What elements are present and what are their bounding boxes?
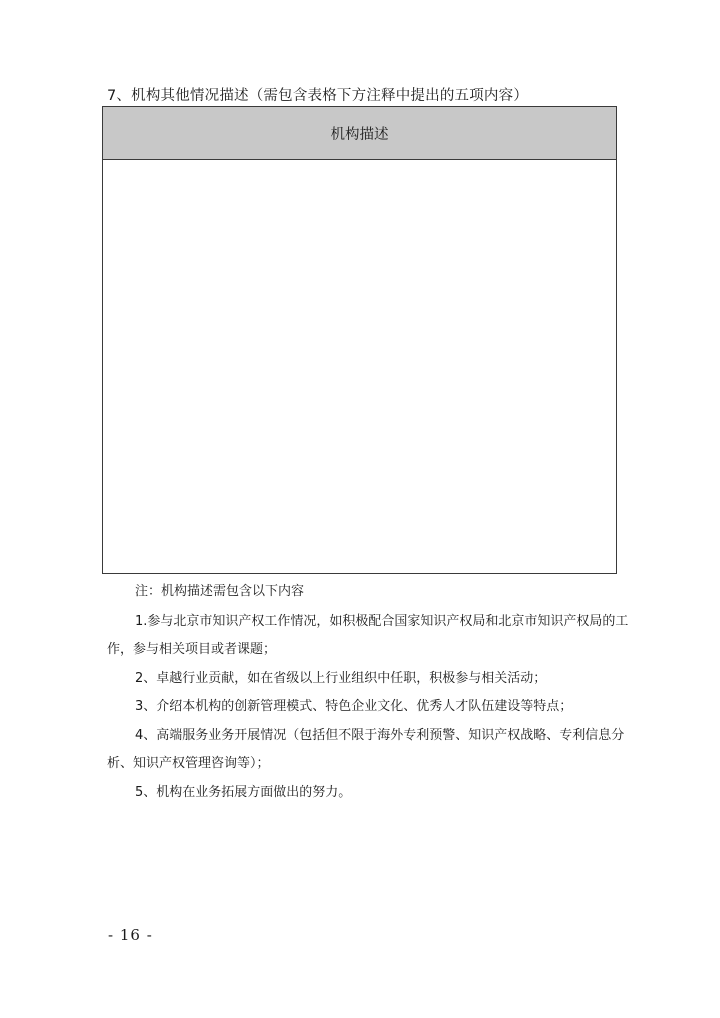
notes-title: 注：机构描述需包含以下内容 — [135, 584, 305, 599]
note-item-5: 5、机构在业务拓展方面做出的努力。 — [135, 785, 352, 800]
table-header: 机构描述 — [103, 107, 616, 160]
description-content-cell[interactable] — [103, 160, 616, 573]
section-heading: 7、机构其他情况描述（需包含表格下方注释中提出的五项内容） — [107, 88, 529, 104]
note-item-4-line-1: 4、高端服务业务开展情况（包括但不限于海外专利预警、知识产权战略、专利信息分 — [135, 728, 625, 743]
note-item-1-line-2: 作，参与相关项目或者课题； — [107, 642, 277, 657]
note-item-1-line-1: 1.参与北京市知识产权工作情况，如积极配合国家知识产权局和北京市知识产权局的工 — [135, 614, 629, 629]
note-item-3: 3、介绍本机构的创新管理模式、特色企业文化、优秀人才队伍建设等特点； — [135, 699, 573, 714]
note-item-2: 2、卓越行业贡献，如在省级以上行业组织中任职，积极参与相关活动； — [135, 671, 547, 686]
note-item-4-line-2: 析、知识产权管理咨询等）； — [107, 756, 270, 771]
page-number: - 16 - — [108, 926, 153, 944]
description-table — [102, 106, 617, 574]
